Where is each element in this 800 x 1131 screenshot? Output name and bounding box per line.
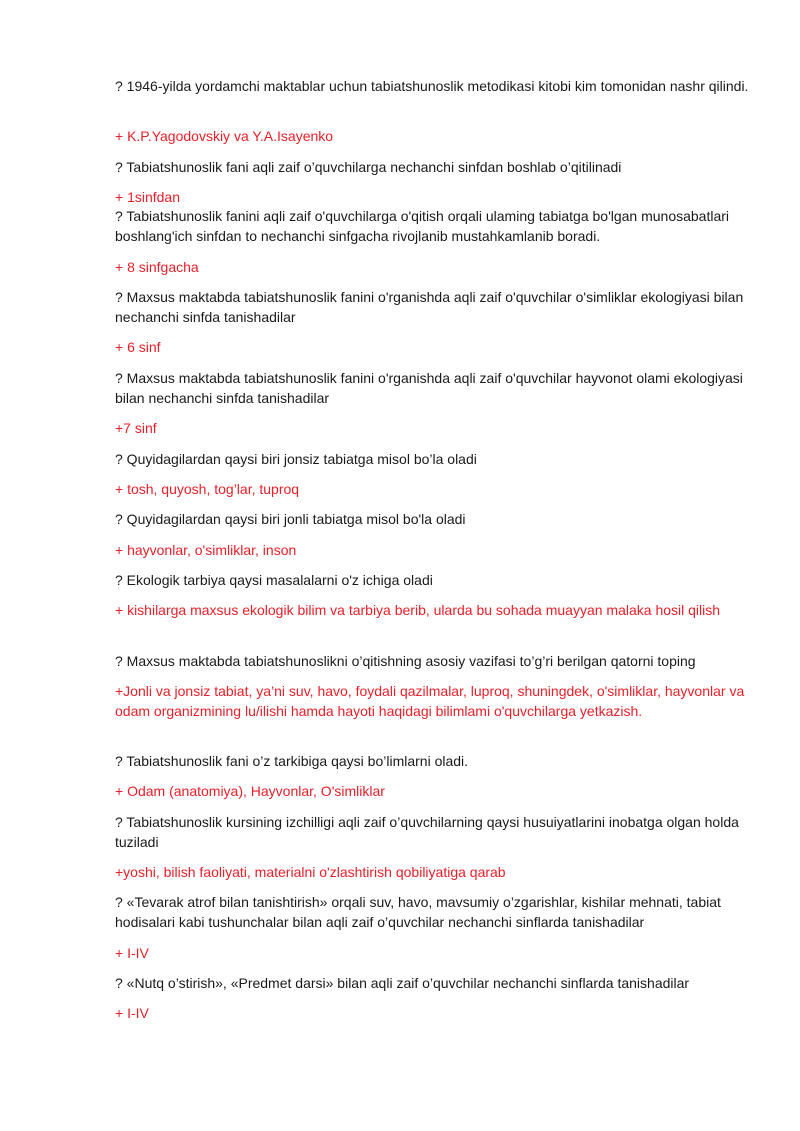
question-2: ? Tabiatshunoslik fani aqli zaif o’quvchilarga nechanchi sinfdan boshlab o’qitilinadi [115, 159, 622, 175]
answer-12: + I-IV [115, 945, 149, 961]
question-8: ? Ekologik tarbiya qaysi masalalarni o'z ichiga oladi [115, 572, 433, 588]
question-10: ? Tabiatshunoslik fani o’z tarkibiga qaysi bo’limlarni oladi. [115, 753, 469, 769]
answer-10: + Odam (anatomiya), Hayvonlar, O'simliklar [115, 783, 385, 799]
question-7: ? Quyidagilardan qaysi biri jonli tabiatga misol bo'la oladi [115, 511, 466, 527]
question-5: ? Maxsus maktabda tabiatshunoslik fanini o'rganishda aqli zaif o'quvchilar hayvonot olami ekologiyasi bilan nechanchi sinfda tanishadilar [115, 370, 743, 406]
answer-11: +yoshi, bilish faoliyati, materialni o'zlashtirish qobiliyatiga qarab [115, 864, 506, 880]
question-1: ? 1946-yilda yordamchi maktablar uchun tabiatshunoslik metodikasi kitobi kim tomonidan nashr qilindi. [115, 78, 749, 94]
answer-2: + 1sinfdan [115, 189, 180, 205]
answer-13: + I-IV [115, 1005, 149, 1021]
question-12: ? «Tevarak atrof bilan tanishtirish» orqali suv, havo, mavsumiy o’zgarishlar, kishilar mehnati, tabiat hodisalari kabi tushunchalar bilan aqli zaif o’quvchilar nechanchi sinflarda tanishadilar [115, 894, 721, 930]
answer-1: + K.P.Yagodovskiy va Y.A.Isayenko [115, 128, 334, 144]
question-9: ? Maxsus maktabda tabiatshunoslikni o’qitishning asosiy vazifasi to’g’ri berilgan qatorni toping [115, 653, 696, 669]
question-3: ? Tabiatshunoslik fanini aqli zaif o'quvchilarga o'qitish orqali ulaming tabiatga bo'lgan munosabatlari boshlang'ich sinfdan to nechanchi sinfgacha rivojlanib mustahkamlanib boradi. [115, 208, 730, 244]
question-11: ? Tabiatshunoslik kursining izchilligi aqli zaif o’quvchilarning qaysi husuiyatlarini inobatga olgan holda tuziladi [115, 814, 739, 850]
answer-5: +7 sinf [115, 420, 157, 436]
answer-9: +Jonli va jonsiz tabiat, ya’ni suv, havo, foydali qazilmalar, luproq, shuningdek, o'simliklar, hayvonlar va odam organizmining lu/ilishi hamda hayoti haqidagi bilimlami o'quvchilarga yetkazish. [115, 683, 745, 719]
answer-7: + hayvonlar, o'simliklar, inson [115, 542, 297, 558]
question-13: ? «Nutq o’stirish», «Predmet darsi» bilan aqli zaif o’quvchilar nechanchi sinflarda tanishadilar [115, 975, 690, 991]
question-6: ? Quyidagilardan qaysi biri jonsiz tabiatga misol bo’la oladi [115, 451, 477, 467]
answer-8: + kishilarga maxsus ekologik bilim va tarbiya berib, ularda bu sohada muayyan malaka hosil qilish [115, 602, 721, 618]
question-4: ? Maxsus maktabda tabiatshunoslik fanini o'rganishda aqli zaif o'quvchilar o'simliklar ekologiyasi bilan nechanchi sinfda tanishadilar [115, 289, 744, 325]
answer-6: + tosh, quyosh, tog’lar, tuproq [115, 481, 300, 497]
answer-3: + 8 sinfgacha [115, 259, 199, 275]
answer-4: + 6 sinf [115, 339, 161, 355]
